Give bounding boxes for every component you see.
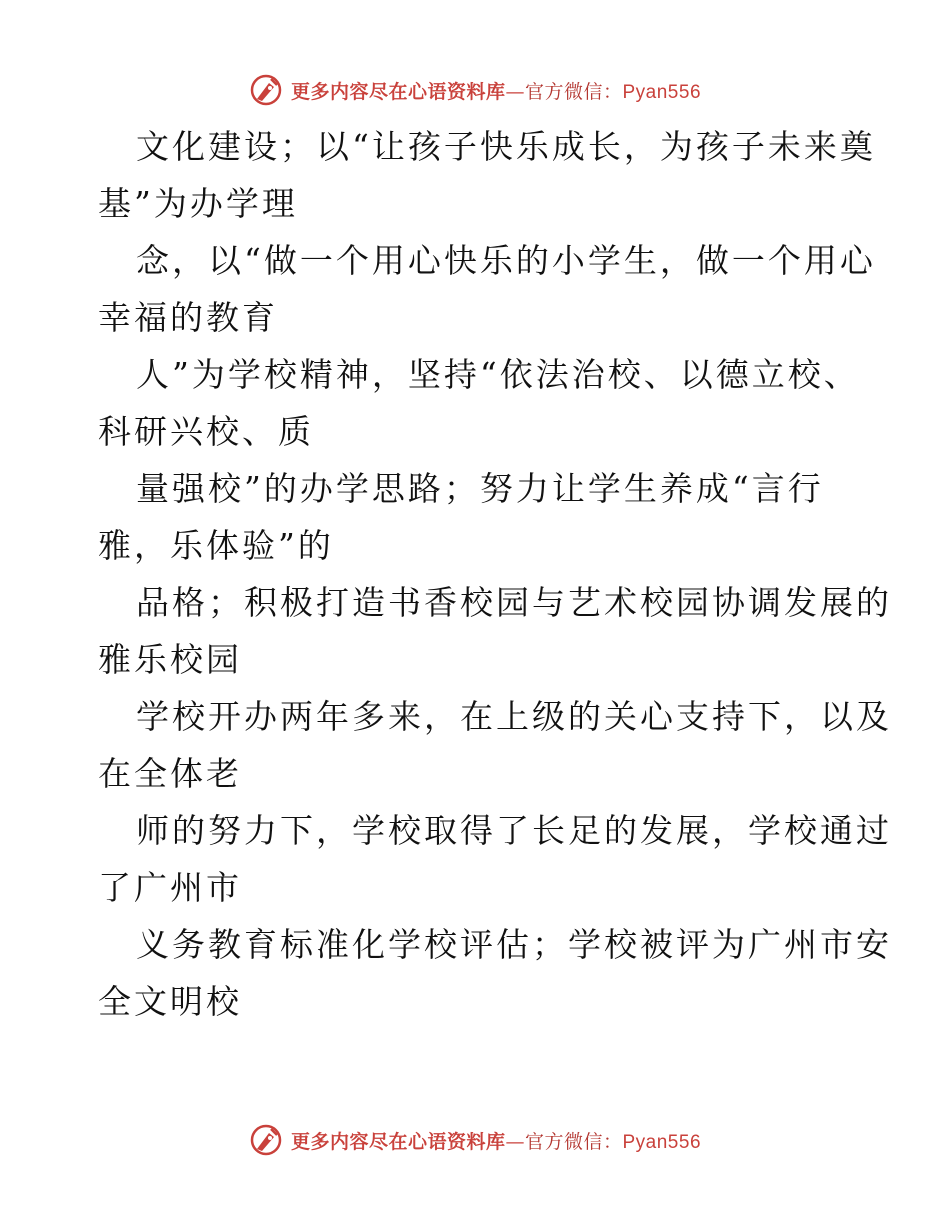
paragraph: [98, 574, 892, 688]
header-site-name: 更多内容尽在心语资料库: [290, 80, 506, 103]
paragraph: [98, 118, 876, 232]
paragraph-line-2: 了广州市: [98, 868, 242, 907]
header-wechat-id: Pyan556: [622, 81, 702, 103]
paragraph-line-1: 学校开办两年多来，在上级的关心支持下，以及: [136, 697, 892, 736]
paragraph-line-2: 雅乐校园: [98, 640, 242, 679]
paragraph-line-1: 义务教育标准化学校评估；学校被评为广州市安: [136, 925, 892, 964]
paragraph: [98, 232, 876, 346]
paragraph-line-2: 雅，乐体验”的: [98, 526, 334, 565]
paragraph-line-1: 师的努力下，学校取得了长足的发展，学校通过: [136, 811, 892, 850]
footer-dash: —: [505, 1130, 525, 1153]
paragraph-line-2: 在全体老: [98, 754, 242, 793]
paragraph-line-2: 全文明校: [98, 982, 242, 1021]
paragraph: [98, 688, 892, 802]
header-dash: —: [505, 80, 525, 103]
paragraph: [98, 460, 858, 574]
footer-banner-text: [291, 1127, 701, 1154]
paragraph-line-1: 文化建设；以“让孩子快乐成长，为孩子未来奠: [136, 127, 876, 166]
paragraph: [98, 916, 892, 1030]
paragraph-line-1: 人”为学校精神，坚持“依法治校、以德立校、: [136, 355, 860, 394]
document-body: [98, 118, 892, 1030]
header-official-label: 官方微信：: [524, 80, 623, 103]
pen-nib-logo-icon: [249, 73, 283, 107]
footer-official-label: 官方微信：: [524, 1130, 623, 1153]
paragraph-line-2: 基”为办学理: [98, 184, 298, 223]
header-banner-text: [291, 77, 701, 104]
paragraph: [98, 346, 858, 460]
paragraph-line-1: 品格；积极打造书香校园与艺术校园协调发展的: [136, 583, 892, 622]
paragraph: [98, 802, 892, 916]
paragraph-line-1: 量强校”的办学思路；努力让学生养成“言行: [136, 469, 824, 508]
footer-site-name: 更多内容尽在心语资料库: [290, 1130, 506, 1153]
footer-wechat-id: Pyan556: [622, 1131, 702, 1153]
paragraph-line-1: 念，以“做一个用心快乐的小学生，做一个用心: [136, 241, 876, 280]
paragraph-line-2: 幸福的教育: [98, 298, 278, 337]
pen-nib-logo-icon: [249, 1123, 283, 1157]
paragraph-line-2: 科研兴校、质: [98, 412, 314, 451]
header-banner: [0, 70, 950, 110]
footer-banner: [0, 1120, 950, 1160]
